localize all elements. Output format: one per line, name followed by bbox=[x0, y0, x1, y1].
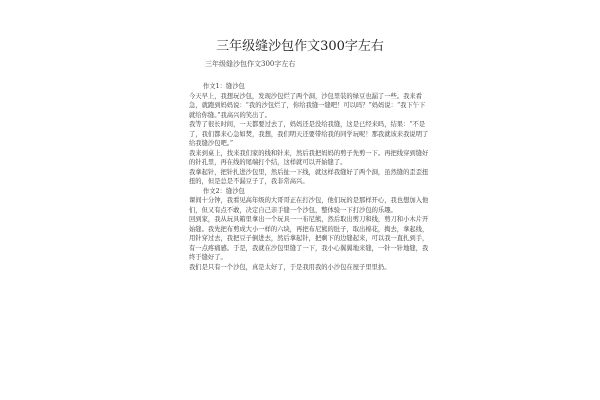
section-2-paragraph-1: 课间十分钟，我看见高年级的大哥哥正在打沙包，他们玩的是那样开心，我也想加入他们，但又有点不敢，决定自己亲手缝一个沙包，整体验一下打沙包的乐趣。 bbox=[189, 197, 429, 214]
document-body bbox=[189, 82, 429, 272]
section-1-paragraph-3: 我来到桌上，找来我们家的线和针来，然后我把妈妈的剪子先剪一下。再把线穿到缝好的针孔里，再在线的尾端打个结，这样就可以开始缝了。 bbox=[189, 149, 429, 166]
document-title: 三年级缝沙包作文300字左右 bbox=[216, 39, 384, 54]
section-2-heading: 作文2：缝沙包 bbox=[203, 187, 245, 195]
section-2-paragraph-3: 我们是只有一个沙包，真是太好了，于是我用我的小沙包在屋子里里扔。 bbox=[189, 263, 391, 271]
document-subtitle: 三年级缝沙包作文300字左右 bbox=[205, 60, 296, 68]
section-1-paragraph-2: 我等了很长时间，一天都要过去了，妈妈还是没给我缝，这是已经来吗，结果：“不是了，我们都来心急如焚，我想，我们明天还要带给我的同学玩呢！那我就该来我说明了给我缝沙包吧。” bbox=[189, 121, 429, 147]
section-2-paragraph-2: 回到家，我从玩具箱里拿出一个玩具一一布尼熊，然后取出剪刀和线，剪刀和小木片开始缝。我先把布剪成大小一样的六块，再把布尼熊的肚子，取出棉花，掏去，拿起线，用针穿过去，我把豆子倒进去，然后拿起针，把剩下的边缝起来，可以我一直扎到手，有一点疼痛感。于是，我就在沙包里缝了一下，我小心翼翼地来缝，一针一针地缝，我终于缝好了。 bbox=[189, 216, 429, 261]
section-1-heading: 作文1：缝沙包 bbox=[203, 83, 245, 90]
section-1-paragraph-1: 今天早上，我想玩沙包，发现沙包烂了两个洞，沙包里装的绿豆也漏了一些。我来看急，就跑到妈妈说：“我的沙包烂了，你给我缝一缝吧！可以吗？”妈妈说：“我下午下就给你缝。”我高兴的笑出了。 bbox=[189, 92, 426, 119]
section-1-paragraph-4: 我拿起针，把针扎进沙包里，然后扯一下线，就这样我缝好了两个洞，虽然缝的歪歪扭扭的，但是总是不漏豆子了，我非常高兴。 bbox=[189, 168, 429, 185]
